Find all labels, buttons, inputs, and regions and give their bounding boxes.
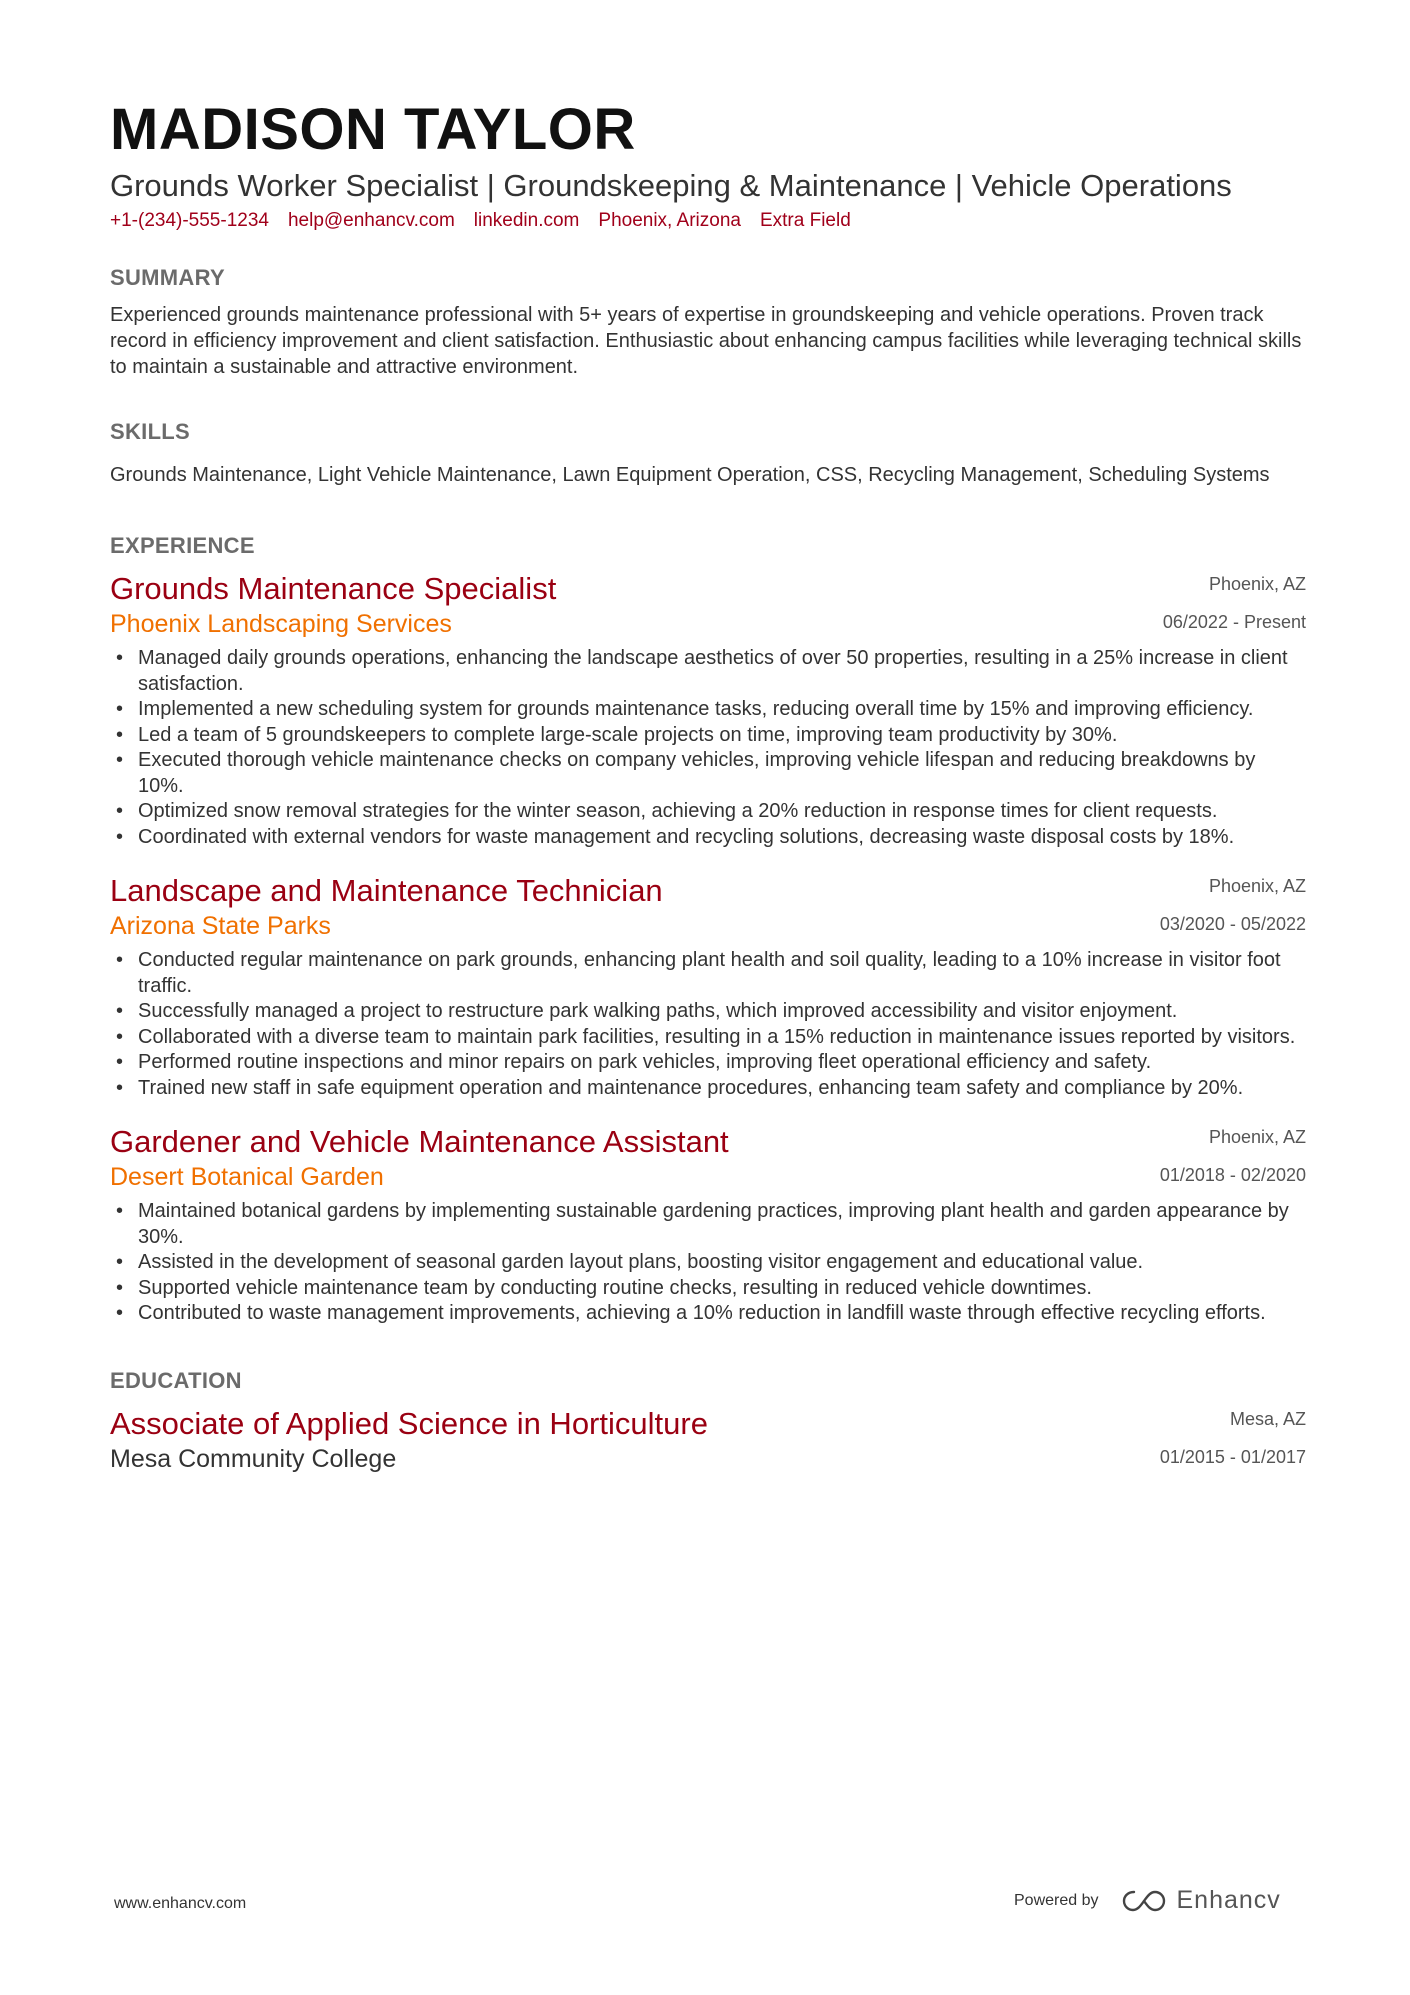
job-bullets (110, 646, 1306, 850)
list-item: • Contributed to waste management improvements, achieving a 10% reduction in landfill waste through effective recycling efforts. (110, 1301, 1306, 1327)
list-item: • Successfully managed a project to restructure park walking paths, which improved accessibility and visitor enjoyment. (110, 999, 1306, 1025)
job-location: Phoenix, AZ (1208, 876, 1306, 896)
contact-phone[interactable]: +1-(234)-555-1234 (110, 210, 269, 231)
job-dates: 03/2020 - 05/2022 (1159, 914, 1306, 934)
list-item: • Optimized snow removal strategies for the winter season, achieving a 20% reduction in response times for client requests. (110, 799, 1306, 825)
job-bullets (110, 1199, 1306, 1327)
job-location: Phoenix, AZ (1208, 1127, 1306, 1147)
school-name: Mesa Community College (110, 1444, 397, 1473)
education-location: Mesa, AZ (1229, 1408, 1306, 1429)
job-entry (110, 1123, 1306, 1327)
job-company: Desert Botanical Garden (110, 1163, 384, 1191)
degree-title: Associate of Applied Science in Horticulture (110, 1405, 708, 1441)
summary-text: Experienced grounds maintenance professional with 5+ years of expertise in groundskeeping and vehicle operations. Proven track record in efficiency improvement and client satisfaction. Enthusiastic about enhancing campus facilities while leveraging technical skills to maintain a sustainable and attractive environment. (110, 304, 1302, 378)
enhancv-logo-icon (1121, 1888, 1167, 1914)
job-title: Gardener and Vehicle Maintenance Assistant (110, 1124, 729, 1159)
job-title: Landscape and Maintenance Technician (110, 873, 663, 908)
candidate-name: MADISON TAYLOR (110, 97, 636, 162)
contact-linkedin[interactable]: linkedin.com (473, 210, 580, 231)
list-item: • Performed routine inspections and minor repairs on park vehicles, improving fleet operational efficiency and safety. (110, 1050, 1306, 1076)
brand-name: Enhancv (1176, 1886, 1281, 1914)
contact-extra-field: Extra Field (759, 210, 851, 231)
job-title: Grounds Maintenance Specialist (110, 571, 557, 606)
contact-email[interactable]: help@enhancv.com (287, 210, 455, 231)
job-entry (110, 872, 1306, 1101)
list-item: • Coordinated with external vendors for waste management and recycling solutions, decreasing waste disposal costs by 18%. (110, 825, 1306, 851)
resume-content (110, 96, 1306, 1475)
contact-list (110, 208, 1306, 234)
footer-website[interactable]: www.enhancv.com (114, 1895, 247, 1912)
powered-by-label: Powered by (1014, 1891, 1099, 1909)
job-bullets (110, 948, 1306, 1101)
brand-logo[interactable] (1121, 1886, 1281, 1915)
list-item: • Collaborated with a diverse team to maintain park facilities, resulting in a 15% reduction in maintenance issues reported by visitors. (110, 1025, 1306, 1051)
job-entry (110, 570, 1306, 850)
footer-branding (1014, 1886, 1281, 1915)
list-item: • Implemented a new scheduling system for grounds maintenance tasks, reducing overall time by 15% and improving efficiency. (110, 697, 1306, 723)
education-heading: EDUCATION (110, 1367, 242, 1393)
job-location: Phoenix, AZ (1208, 574, 1306, 594)
contact-location: Phoenix, Arizona (598, 210, 741, 231)
education-entry (110, 1405, 1306, 1475)
skills-text: Grounds Maintenance, Light Vehicle Maintenance, Lawn Equipment Operation, CSS, Recycling Management, Scheduling Systems (110, 464, 1270, 486)
list-item: • Led a team of 5 groundskeepers to complete large-scale projects on time, improving team productivity by 30%. (110, 723, 1306, 749)
skills-heading: SKILLS (110, 419, 191, 444)
job-dates: 01/2018 - 02/2020 (1159, 1165, 1306, 1185)
job-dates: 06/2022 - Present (1162, 612, 1306, 632)
experience-heading: EXPERIENCE (110, 533, 255, 558)
list-item: • Assisted in the development of seasonal garden layout plans, boosting visitor engagement and educational value. (110, 1250, 1306, 1276)
list-item: • Trained new staff in safe equipment operation and maintenance procedures, enhancing team safety and compliance by 20%. (110, 1076, 1306, 1102)
headline: Grounds Worker Specialist | Groundskeeping & Maintenance | Vehicle Operations (110, 168, 1232, 203)
education-dates: 01/2015 - 01/2017 (1159, 1446, 1306, 1467)
summary-heading: SUMMARY (110, 265, 225, 290)
list-item: • Supported vehicle maintenance team by conducting routine checks, resulting in reduced vehicle downtimes. (110, 1276, 1306, 1302)
list-item: • Managed daily grounds operations, enhancing the landscape aesthetics of over 50 properties, resulting in a 25% increase in client satisfaction. (110, 646, 1306, 697)
list-item: • Maintained botanical gardens by implementing sustainable gardening practices, improving plant health and garden appearance by 30%. (110, 1199, 1306, 1250)
list-item: • Executed thorough vehicle maintenance checks on company vehicles, improving vehicle lifespan and reducing breakdowns by 10%. (110, 748, 1306, 799)
job-company: Phoenix Landscaping Services (110, 610, 452, 638)
list-item: • Conducted regular maintenance on park grounds, enhancing plant health and soil quality, leading to a 10% increase in visitor foot traffic. (110, 948, 1306, 999)
job-company: Arizona State Parks (110, 912, 331, 940)
